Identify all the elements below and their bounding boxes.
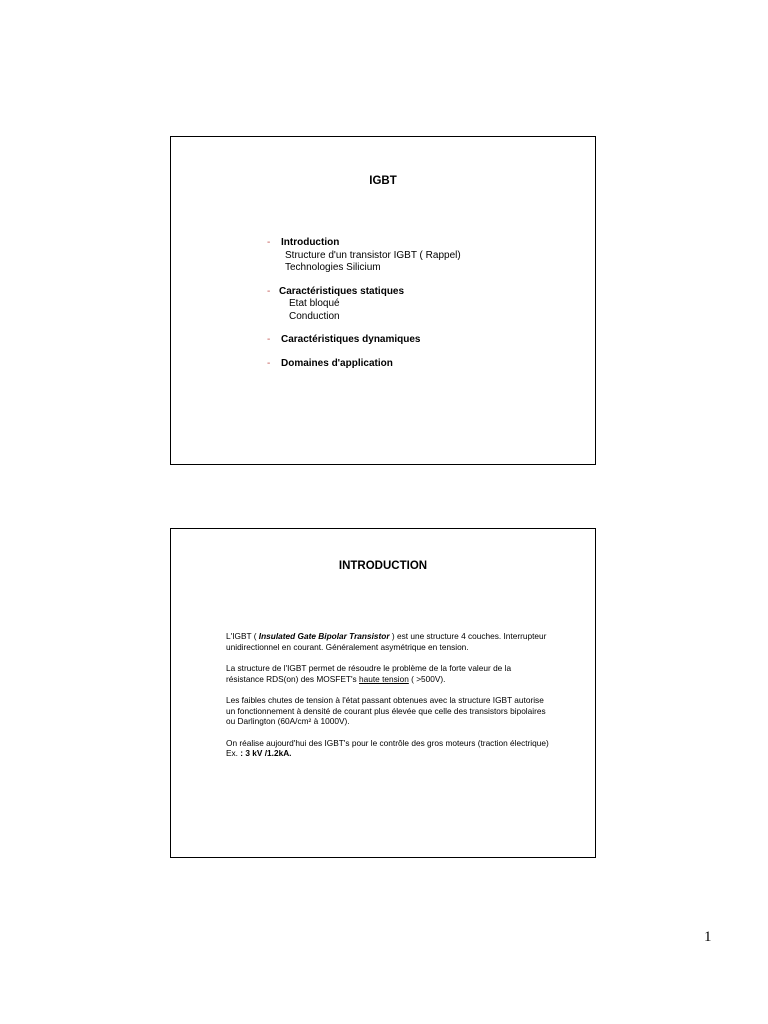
paragraph [226,663,551,684]
bullet-dash: - [267,285,271,297]
underlined-text: haute tension [359,673,409,684]
slide-body [226,631,551,770]
section-item: Technologies Silicium [285,262,381,273]
section-item: Etat bloqué [289,298,340,309]
paragraph-text: ( >500V). [408,673,446,684]
slide-introduction [170,528,596,858]
outline-section [267,334,461,347]
section-heading: Domaines d'application [281,357,393,369]
page-number: 1 [704,929,712,945]
outline-section [267,358,461,371]
section-heading: Caractéristiques statiques [279,285,405,297]
section-heading: Caractéristiques dynamiques [281,334,421,345]
outline-list [267,237,461,381]
bullet-dash: - [267,237,271,248]
emphasis-text: Insulated Gate Bipolar Transistor [258,631,390,641]
outline-section [267,237,461,275]
bold-text: : 3 kV /1.2kA. [240,748,292,758]
section-heading: Introduction [281,237,340,248]
bullet-dash: - [267,334,271,345]
bullet-dash: - [267,357,271,369]
paragraph [226,738,551,759]
paragraph-text: L'IGBT ( [226,631,259,641]
outline-section [267,286,461,324]
section-item: Structure d'un transistor IGBT ( Rappel) [285,249,461,261]
section-item: Conduction [289,310,340,322]
paragraph-text: On réalise aujourd'hui des IGBT's pour le contrôle des gros moteurs (traction électrique) Ex. [226,737,549,758]
slide-title: INTRODUCTION [338,560,428,572]
paragraph [226,631,551,652]
paragraph: Les faibles chutes de tension à l'état passant obtenues avec la structure IGBT autorise un fonctionnement à densité de courant plus élevée que celle des transistors bipolaires ou Darlington (60A/cm² à 1000V). [226,695,546,726]
slide-title: IGBT [369,175,397,187]
slide-igbt-outline [170,136,596,465]
paragraph-text: ) est une structure 4 couches. Interrupteur unidirectionnel en courant. Généralement asymétrique en tension. [226,631,547,652]
paragraph-text: La structure de l'IGBT permet de résoudre le problème de la forte valeur de la résistance RDS(on) des MOSFET's [226,663,512,684]
